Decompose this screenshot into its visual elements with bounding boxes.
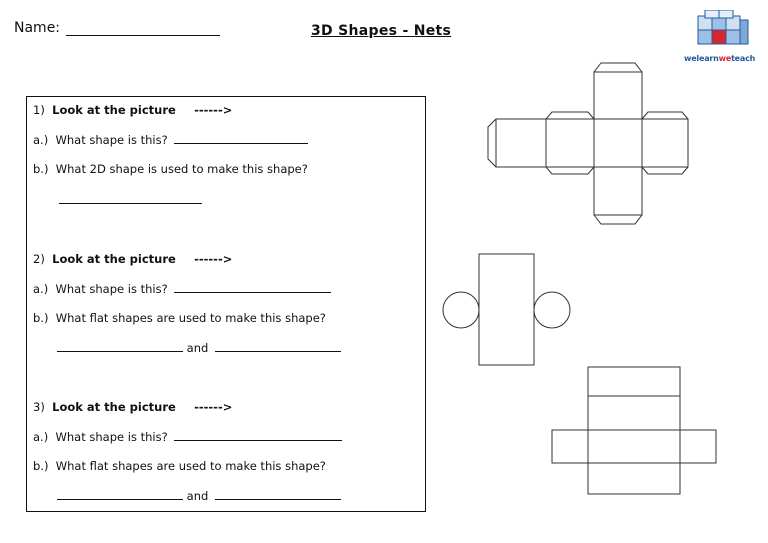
cube-net-tab [594,63,642,72]
cube-net-tab [488,119,496,167]
question-2a: a.) What shape is this? [33,281,331,296]
name-label: Name: [14,20,61,36]
cube-net-tab [546,112,594,119]
cuboid-net [552,367,716,494]
question-1b: b.) What 2D shape is used to make this shape? [33,162,308,176]
cube-net-tab [642,112,688,119]
cuboid-net-face [588,367,680,396]
question-1a: a.) What shape is this? [33,132,308,147]
answer-3b-row: and [57,488,341,503]
cylinder-net [443,254,570,365]
answer-2b-row: and [57,340,341,355]
cube-net-face [594,72,642,119]
cube-net-tab [594,215,642,224]
cube-net-face [642,119,688,167]
question-2-heading: 2) Look at the picture ------> [33,252,233,266]
page-title: 3D Shapes - Nets [311,23,452,39]
question-3a: a.) What shape is this? [33,429,342,444]
cylinder-net-rectangle [479,254,534,365]
cube-net-face [594,119,642,167]
cuboid-net-face [680,430,716,463]
question-2b: b.) What flat shapes are used to make this shape? [33,311,326,325]
cube-net-face [546,119,594,167]
question-1-heading: 1) Look at the picture ------> [33,103,233,117]
cube-net-tab [546,167,594,174]
question-3b: b.) What flat shapes are used to make this shape? [33,459,326,473]
cube-net-face [496,119,546,167]
cube-net-face [594,167,642,215]
logo-text: welearnweteach [684,54,756,63]
cuboid-net-face [588,396,680,430]
cuboid-net-face [588,430,680,463]
cuboid-net-face [552,430,588,463]
question-3-heading: 3) Look at the picture ------> [33,400,233,414]
cylinder-net-circle [443,292,479,328]
cube-net-tab [642,167,688,174]
cube-net [488,63,688,224]
cuboid-net-face [588,463,680,494]
cylinder-net-circle [534,292,570,328]
